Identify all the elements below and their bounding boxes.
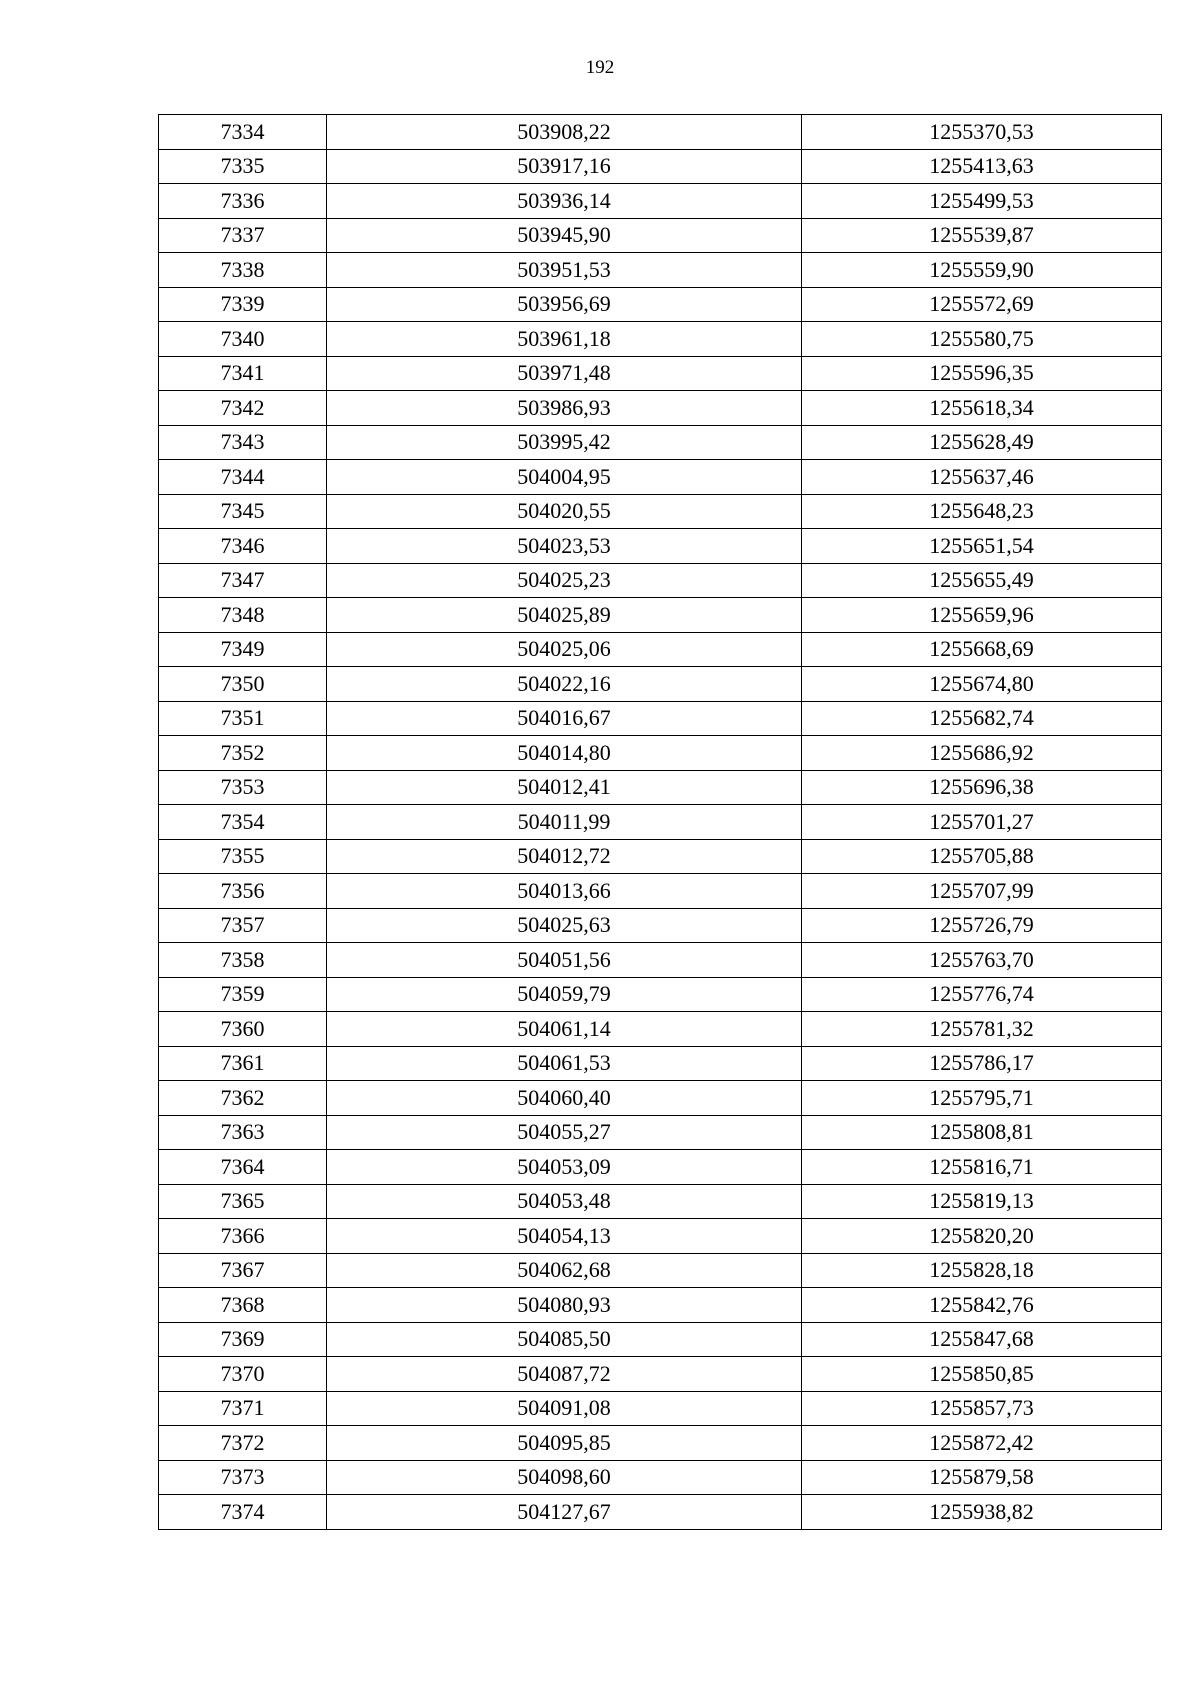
y-coordinate-cell: 1255808,81	[802, 1115, 1162, 1150]
table-row	[159, 1219, 1162, 1254]
x-coordinate-cell: 504053,48	[327, 1184, 802, 1219]
table-row	[159, 1115, 1162, 1150]
table-row	[159, 494, 1162, 529]
point-number-cell: 7367	[159, 1253, 327, 1288]
y-coordinate-cell: 1255820,20	[802, 1219, 1162, 1254]
point-number-cell: 7334	[159, 115, 327, 150]
x-coordinate-cell: 504098,60	[327, 1460, 802, 1495]
table-row	[159, 598, 1162, 633]
point-number-cell: 7371	[159, 1391, 327, 1426]
table-row	[159, 218, 1162, 253]
x-coordinate-cell: 504061,14	[327, 1012, 802, 1047]
x-coordinate-cell: 503971,48	[327, 356, 802, 391]
x-coordinate-cell: 504085,50	[327, 1322, 802, 1357]
y-coordinate-cell: 1255499,53	[802, 184, 1162, 219]
x-coordinate-cell: 504013,66	[327, 874, 802, 909]
table-row	[159, 1046, 1162, 1081]
point-number-cell: 7350	[159, 667, 327, 702]
y-coordinate-cell: 1255696,38	[802, 770, 1162, 805]
y-coordinate-cell: 1255580,75	[802, 322, 1162, 357]
y-coordinate-cell: 1255816,71	[802, 1150, 1162, 1185]
y-coordinate-cell: 1255572,69	[802, 287, 1162, 322]
table-row	[159, 977, 1162, 1012]
y-coordinate-cell: 1255655,49	[802, 563, 1162, 598]
x-coordinate-cell: 504011,99	[327, 805, 802, 840]
table-row	[159, 425, 1162, 460]
y-coordinate-cell: 1255413,63	[802, 149, 1162, 184]
x-coordinate-cell: 504059,79	[327, 977, 802, 1012]
x-coordinate-cell: 504023,53	[327, 529, 802, 564]
table-row	[159, 184, 1162, 219]
y-coordinate-cell: 1255872,42	[802, 1426, 1162, 1461]
x-coordinate-cell: 504025,23	[327, 563, 802, 598]
y-coordinate-cell: 1255879,58	[802, 1460, 1162, 1495]
table-row	[159, 1426, 1162, 1461]
y-coordinate-cell: 1255842,76	[802, 1288, 1162, 1323]
y-coordinate-cell: 1255795,71	[802, 1081, 1162, 1116]
point-number-cell: 7364	[159, 1150, 327, 1185]
table-row	[159, 701, 1162, 736]
y-coordinate-cell: 1255819,13	[802, 1184, 1162, 1219]
table-row	[159, 356, 1162, 391]
point-number-cell: 7344	[159, 460, 327, 495]
y-coordinate-cell: 1255559,90	[802, 253, 1162, 288]
y-coordinate-cell: 1255686,92	[802, 736, 1162, 771]
point-number-cell: 7374	[159, 1495, 327, 1530]
x-coordinate-cell: 504061,53	[327, 1046, 802, 1081]
x-coordinate-cell: 504054,13	[327, 1219, 802, 1254]
table-row	[159, 632, 1162, 667]
table-row	[159, 1357, 1162, 1392]
point-number-cell: 7355	[159, 839, 327, 874]
x-coordinate-cell: 504025,63	[327, 908, 802, 943]
point-number-cell: 7365	[159, 1184, 327, 1219]
point-number-cell: 7361	[159, 1046, 327, 1081]
y-coordinate-cell: 1255668,69	[802, 632, 1162, 667]
point-number-cell: 7358	[159, 943, 327, 978]
point-number-cell: 7362	[159, 1081, 327, 1116]
x-coordinate-cell: 504025,06	[327, 632, 802, 667]
point-number-cell: 7341	[159, 356, 327, 391]
y-coordinate-cell: 1255938,82	[802, 1495, 1162, 1530]
x-coordinate-cell: 504016,67	[327, 701, 802, 736]
table-row	[159, 253, 1162, 288]
x-coordinate-cell: 503951,53	[327, 253, 802, 288]
x-coordinate-cell: 504087,72	[327, 1357, 802, 1392]
x-coordinate-cell: 504060,40	[327, 1081, 802, 1116]
point-number-cell: 7351	[159, 701, 327, 736]
point-number-cell: 7347	[159, 563, 327, 598]
table-row	[159, 460, 1162, 495]
point-number-cell: 7357	[159, 908, 327, 943]
x-coordinate-cell: 504012,72	[327, 839, 802, 874]
y-coordinate-cell: 1255828,18	[802, 1253, 1162, 1288]
table-row	[159, 149, 1162, 184]
y-coordinate-cell: 1255637,46	[802, 460, 1162, 495]
y-coordinate-cell: 1255763,70	[802, 943, 1162, 978]
y-coordinate-cell: 1255786,17	[802, 1046, 1162, 1081]
table-row	[159, 1150, 1162, 1185]
point-number-cell: 7336	[159, 184, 327, 219]
x-coordinate-cell: 504022,16	[327, 667, 802, 702]
x-coordinate-cell: 504053,09	[327, 1150, 802, 1185]
point-number-cell: 7373	[159, 1460, 327, 1495]
point-number-cell: 7337	[159, 218, 327, 253]
point-number-cell: 7353	[159, 770, 327, 805]
table-row	[159, 529, 1162, 564]
point-number-cell: 7372	[159, 1426, 327, 1461]
y-coordinate-cell: 1255539,87	[802, 218, 1162, 253]
y-coordinate-cell: 1255776,74	[802, 977, 1162, 1012]
y-coordinate-cell: 1255370,53	[802, 115, 1162, 150]
y-coordinate-cell: 1255707,99	[802, 874, 1162, 909]
y-coordinate-cell: 1255857,73	[802, 1391, 1162, 1426]
x-coordinate-cell: 504127,67	[327, 1495, 802, 1530]
x-coordinate-cell: 503956,69	[327, 287, 802, 322]
table-row	[159, 770, 1162, 805]
x-coordinate-cell: 503986,93	[327, 391, 802, 426]
table-row	[159, 563, 1162, 598]
x-coordinate-cell: 504080,93	[327, 1288, 802, 1323]
table-row	[159, 391, 1162, 426]
point-number-cell: 7370	[159, 1357, 327, 1392]
point-number-cell: 7354	[159, 805, 327, 840]
table-row	[159, 908, 1162, 943]
point-number-cell: 7343	[159, 425, 327, 460]
y-coordinate-cell: 1255701,27	[802, 805, 1162, 840]
y-coordinate-cell: 1255847,68	[802, 1322, 1162, 1357]
y-coordinate-cell: 1255682,74	[802, 701, 1162, 736]
x-coordinate-cell: 504012,41	[327, 770, 802, 805]
point-number-cell: 7346	[159, 529, 327, 564]
y-coordinate-cell: 1255651,54	[802, 529, 1162, 564]
y-coordinate-cell: 1255648,23	[802, 494, 1162, 529]
x-coordinate-cell: 504062,68	[327, 1253, 802, 1288]
y-coordinate-cell: 1255850,85	[802, 1357, 1162, 1392]
table-row	[159, 805, 1162, 840]
point-number-cell: 7349	[159, 632, 327, 667]
x-coordinate-cell: 504095,85	[327, 1426, 802, 1461]
table-row	[159, 1288, 1162, 1323]
point-number-cell: 7366	[159, 1219, 327, 1254]
x-coordinate-cell: 504014,80	[327, 736, 802, 771]
x-coordinate-cell: 504091,08	[327, 1391, 802, 1426]
table-row	[159, 874, 1162, 909]
table-row	[159, 1081, 1162, 1116]
point-number-cell: 7339	[159, 287, 327, 322]
table-row	[159, 115, 1162, 150]
point-number-cell: 7369	[159, 1322, 327, 1357]
x-coordinate-cell: 503945,90	[327, 218, 802, 253]
x-coordinate-cell: 504020,55	[327, 494, 802, 529]
table-row	[159, 943, 1162, 978]
y-coordinate-cell: 1255618,34	[802, 391, 1162, 426]
point-number-cell: 7340	[159, 322, 327, 357]
point-number-cell: 7356	[159, 874, 327, 909]
coordinates-table	[158, 114, 1162, 1530]
table-row	[159, 667, 1162, 702]
x-coordinate-cell: 504051,56	[327, 943, 802, 978]
table-row	[159, 1495, 1162, 1530]
table-row	[159, 1012, 1162, 1047]
table-row	[159, 1322, 1162, 1357]
point-number-cell: 7345	[159, 494, 327, 529]
page-number: 192	[585, 57, 615, 78]
point-number-cell: 7368	[159, 1288, 327, 1323]
table-row	[159, 736, 1162, 771]
x-coordinate-cell: 503961,18	[327, 322, 802, 357]
x-coordinate-cell: 503917,16	[327, 149, 802, 184]
table-row	[159, 287, 1162, 322]
point-number-cell: 7363	[159, 1115, 327, 1150]
y-coordinate-cell: 1255781,32	[802, 1012, 1162, 1047]
x-coordinate-cell: 504025,89	[327, 598, 802, 633]
table-row	[159, 322, 1162, 357]
point-number-cell: 7352	[159, 736, 327, 771]
coordinates-table-body	[159, 115, 1162, 1530]
x-coordinate-cell: 503936,14	[327, 184, 802, 219]
table-row	[159, 1391, 1162, 1426]
point-number-cell: 7342	[159, 391, 327, 426]
table-row	[159, 1184, 1162, 1219]
point-number-cell: 7348	[159, 598, 327, 633]
y-coordinate-cell: 1255674,80	[802, 667, 1162, 702]
x-coordinate-cell: 504055,27	[327, 1115, 802, 1150]
y-coordinate-cell: 1255596,35	[802, 356, 1162, 391]
point-number-cell: 7359	[159, 977, 327, 1012]
table-row	[159, 1253, 1162, 1288]
x-coordinate-cell: 504004,95	[327, 460, 802, 495]
y-coordinate-cell: 1255659,96	[802, 598, 1162, 633]
point-number-cell: 7335	[159, 149, 327, 184]
y-coordinate-cell: 1255705,88	[802, 839, 1162, 874]
x-coordinate-cell: 503995,42	[327, 425, 802, 460]
y-coordinate-cell: 1255628,49	[802, 425, 1162, 460]
point-number-cell: 7338	[159, 253, 327, 288]
y-coordinate-cell: 1255726,79	[802, 908, 1162, 943]
point-number-cell: 7360	[159, 1012, 327, 1047]
table-row	[159, 1460, 1162, 1495]
x-coordinate-cell: 503908,22	[327, 115, 802, 150]
table-row	[159, 839, 1162, 874]
